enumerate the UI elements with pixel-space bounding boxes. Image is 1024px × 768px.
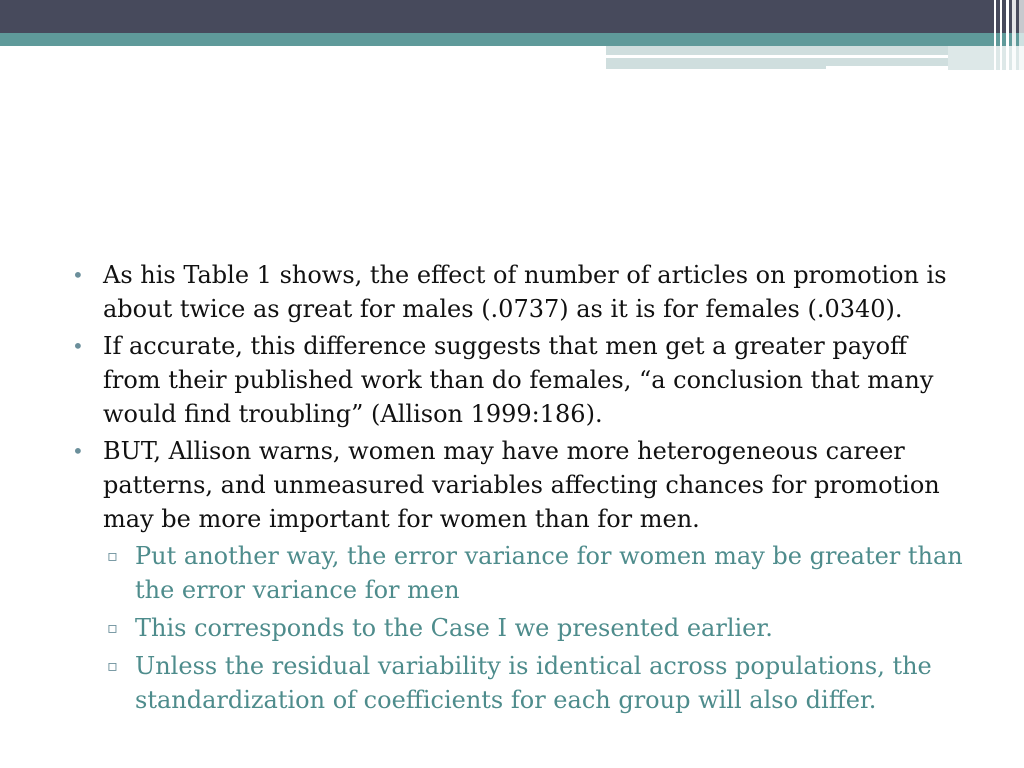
bullet-text: BUT, Allison warns, women may have more heterogeneous career patterns, and unmeasured variables affecting chances for promotion may be more important for women than for men. <box>103 437 940 533</box>
sub-bullet-text: This corresponds to the Case I we presented earlier. <box>135 614 773 642</box>
sub-bullet-item <box>72 611 972 645</box>
bullet-text: If accurate, this difference suggests that men get a greater payoff from their published work than do females, “a conclusion that many would find troubling” (Allison 1999:186). <box>103 332 934 428</box>
header-stripe <box>1006 0 1009 70</box>
bullet-marker: • <box>72 263 84 287</box>
header-stripe <box>994 0 996 70</box>
bullet-item <box>72 329 972 431</box>
sub-bullet-item <box>72 539 972 607</box>
sub-bullet-text: Put another way, the error variance for women may be greater than the error variance for men <box>135 542 963 604</box>
header-stripe <box>1012 0 1016 70</box>
header-accent-line-lower <box>606 66 826 69</box>
header-stripe <box>1000 0 1002 70</box>
bullet-item <box>72 434 972 536</box>
bullet-list <box>72 258 972 717</box>
bullet-text: As his Table 1 shows, the effect of number of articles on promotion is about twice as great for males (.0737) as it is for females (.0340). <box>103 261 947 323</box>
header-dark-band <box>0 0 1024 33</box>
bullet-marker: • <box>72 334 84 358</box>
sub-bullet-text: Unless the residual variability is identical across populations, the standardization of coefficients for each group will also differ. <box>135 652 932 714</box>
header-teal-band <box>0 33 1024 46</box>
header-accent-line <box>606 55 948 58</box>
sub-bullet-marker: ▫ <box>107 656 118 675</box>
sub-bullet-item <box>72 649 972 717</box>
header-white-line <box>0 46 606 49</box>
slide-content <box>72 258 972 721</box>
header-stripe <box>1019 0 1024 70</box>
bullet-marker: • <box>72 439 84 463</box>
bullet-item <box>72 258 972 326</box>
sub-bullet-marker: ▫ <box>107 618 118 637</box>
sub-bullet-marker: ▫ <box>107 546 118 565</box>
